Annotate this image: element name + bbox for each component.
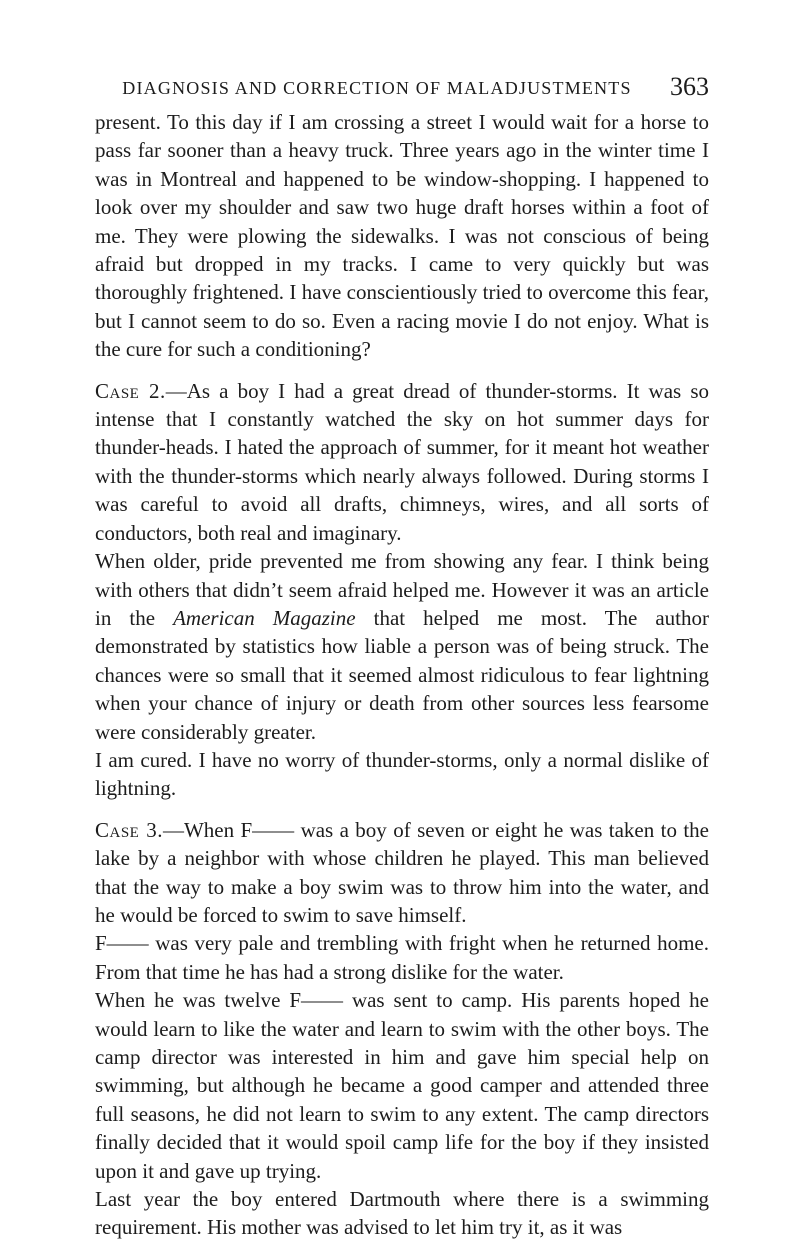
paragraph-text: that helped me most. The author demonstrated by statistics how liable a person was of being struck. The chances were so small that it seemed almost ridiculous to fear lightning when your chance of injury or death from other sources less fearsome were considerably greater.: [95, 605, 709, 744]
page-number: 363: [670, 72, 709, 101]
case-label: Case 2.: [95, 378, 166, 403]
paragraph: Last year the boy entered Dartmouth where there is a swimming requirement. His mother was advised to let him try it, as it was: [95, 1187, 709, 1240]
case-label: Case 3.: [95, 817, 163, 842]
paragraph-text: —As a boy I had a great dread of thunder-storms. It was so intense that I constantly watched the sky on hot summer days for thunder-heads. I hated the approach of summer, for it meant hot weather with the thunder-storms which nearly always followed. During storms I was careful to avoid all drafts, chimneys, wires, and all sorts of conductors, both real and imaginary.: [95, 378, 709, 545]
paragraph-text: —When F—— was a boy of seven or eight he was taken to the lake by a neighbor with whose children he played. This man believed that the way to make a boy swim was to throw him into the water, and he would be forced to swim to save himself.: [95, 817, 709, 927]
running-head: [95, 70, 709, 108]
paragraph: F—— was very pale and trembling with fright when he returned home. From that time he has had a strong dislike for the water.: [95, 931, 709, 984]
paragraph: [95, 547, 709, 746]
paragraph-text: When older, pride prevented me from showing any fear. I think being with others that didn’t seem afraid helped me. However it was an article in the: [95, 549, 709, 630]
running-title: DIAGNOSIS AND CORRECTION OF MALADJUSTMENTS: [122, 78, 632, 98]
book-page: [95, 70, 709, 1242]
paragraph-case-2: [95, 377, 709, 547]
body-text: [95, 108, 709, 1242]
paragraph-case-3: [95, 816, 709, 930]
magazine-title: American Magazine: [173, 605, 356, 630]
paragraph-case-1-continued: present. To this day if I am crossing a street I would wait for a horse to pass far sooner than a heavy truck. Three years ago in the winter time I was in Montreal and happened to be window-shopping. I happened to look over my shoulder and saw two huge draft horses within a foot of me. They were plowing the sidewalks. I was not conscious of being afraid but dropped in my tracks. I came to very quickly but was thoroughly frightened. I have conscientiously tried to overcome this fear, but I cannot seem to do so. Even a racing movie I do not enjoy. What is the cure for such a conditioning?: [95, 110, 709, 362]
paragraph: When he was twelve F—— was sent to camp. His parents hoped he would learn to like the water and learn to swim with the other boys. The camp director was interested in him and gave him special help on swimming, but although he became a good camper and attended three full seasons, he did not learn to swim to any extent. The camp directors finally decided that it would spoil camp life for the boy if they insisted upon it and gave up trying.: [95, 988, 709, 1183]
paragraph: I am cured. I have no worry of thunder-storms, only a normal dislike of lightning.: [95, 747, 709, 801]
